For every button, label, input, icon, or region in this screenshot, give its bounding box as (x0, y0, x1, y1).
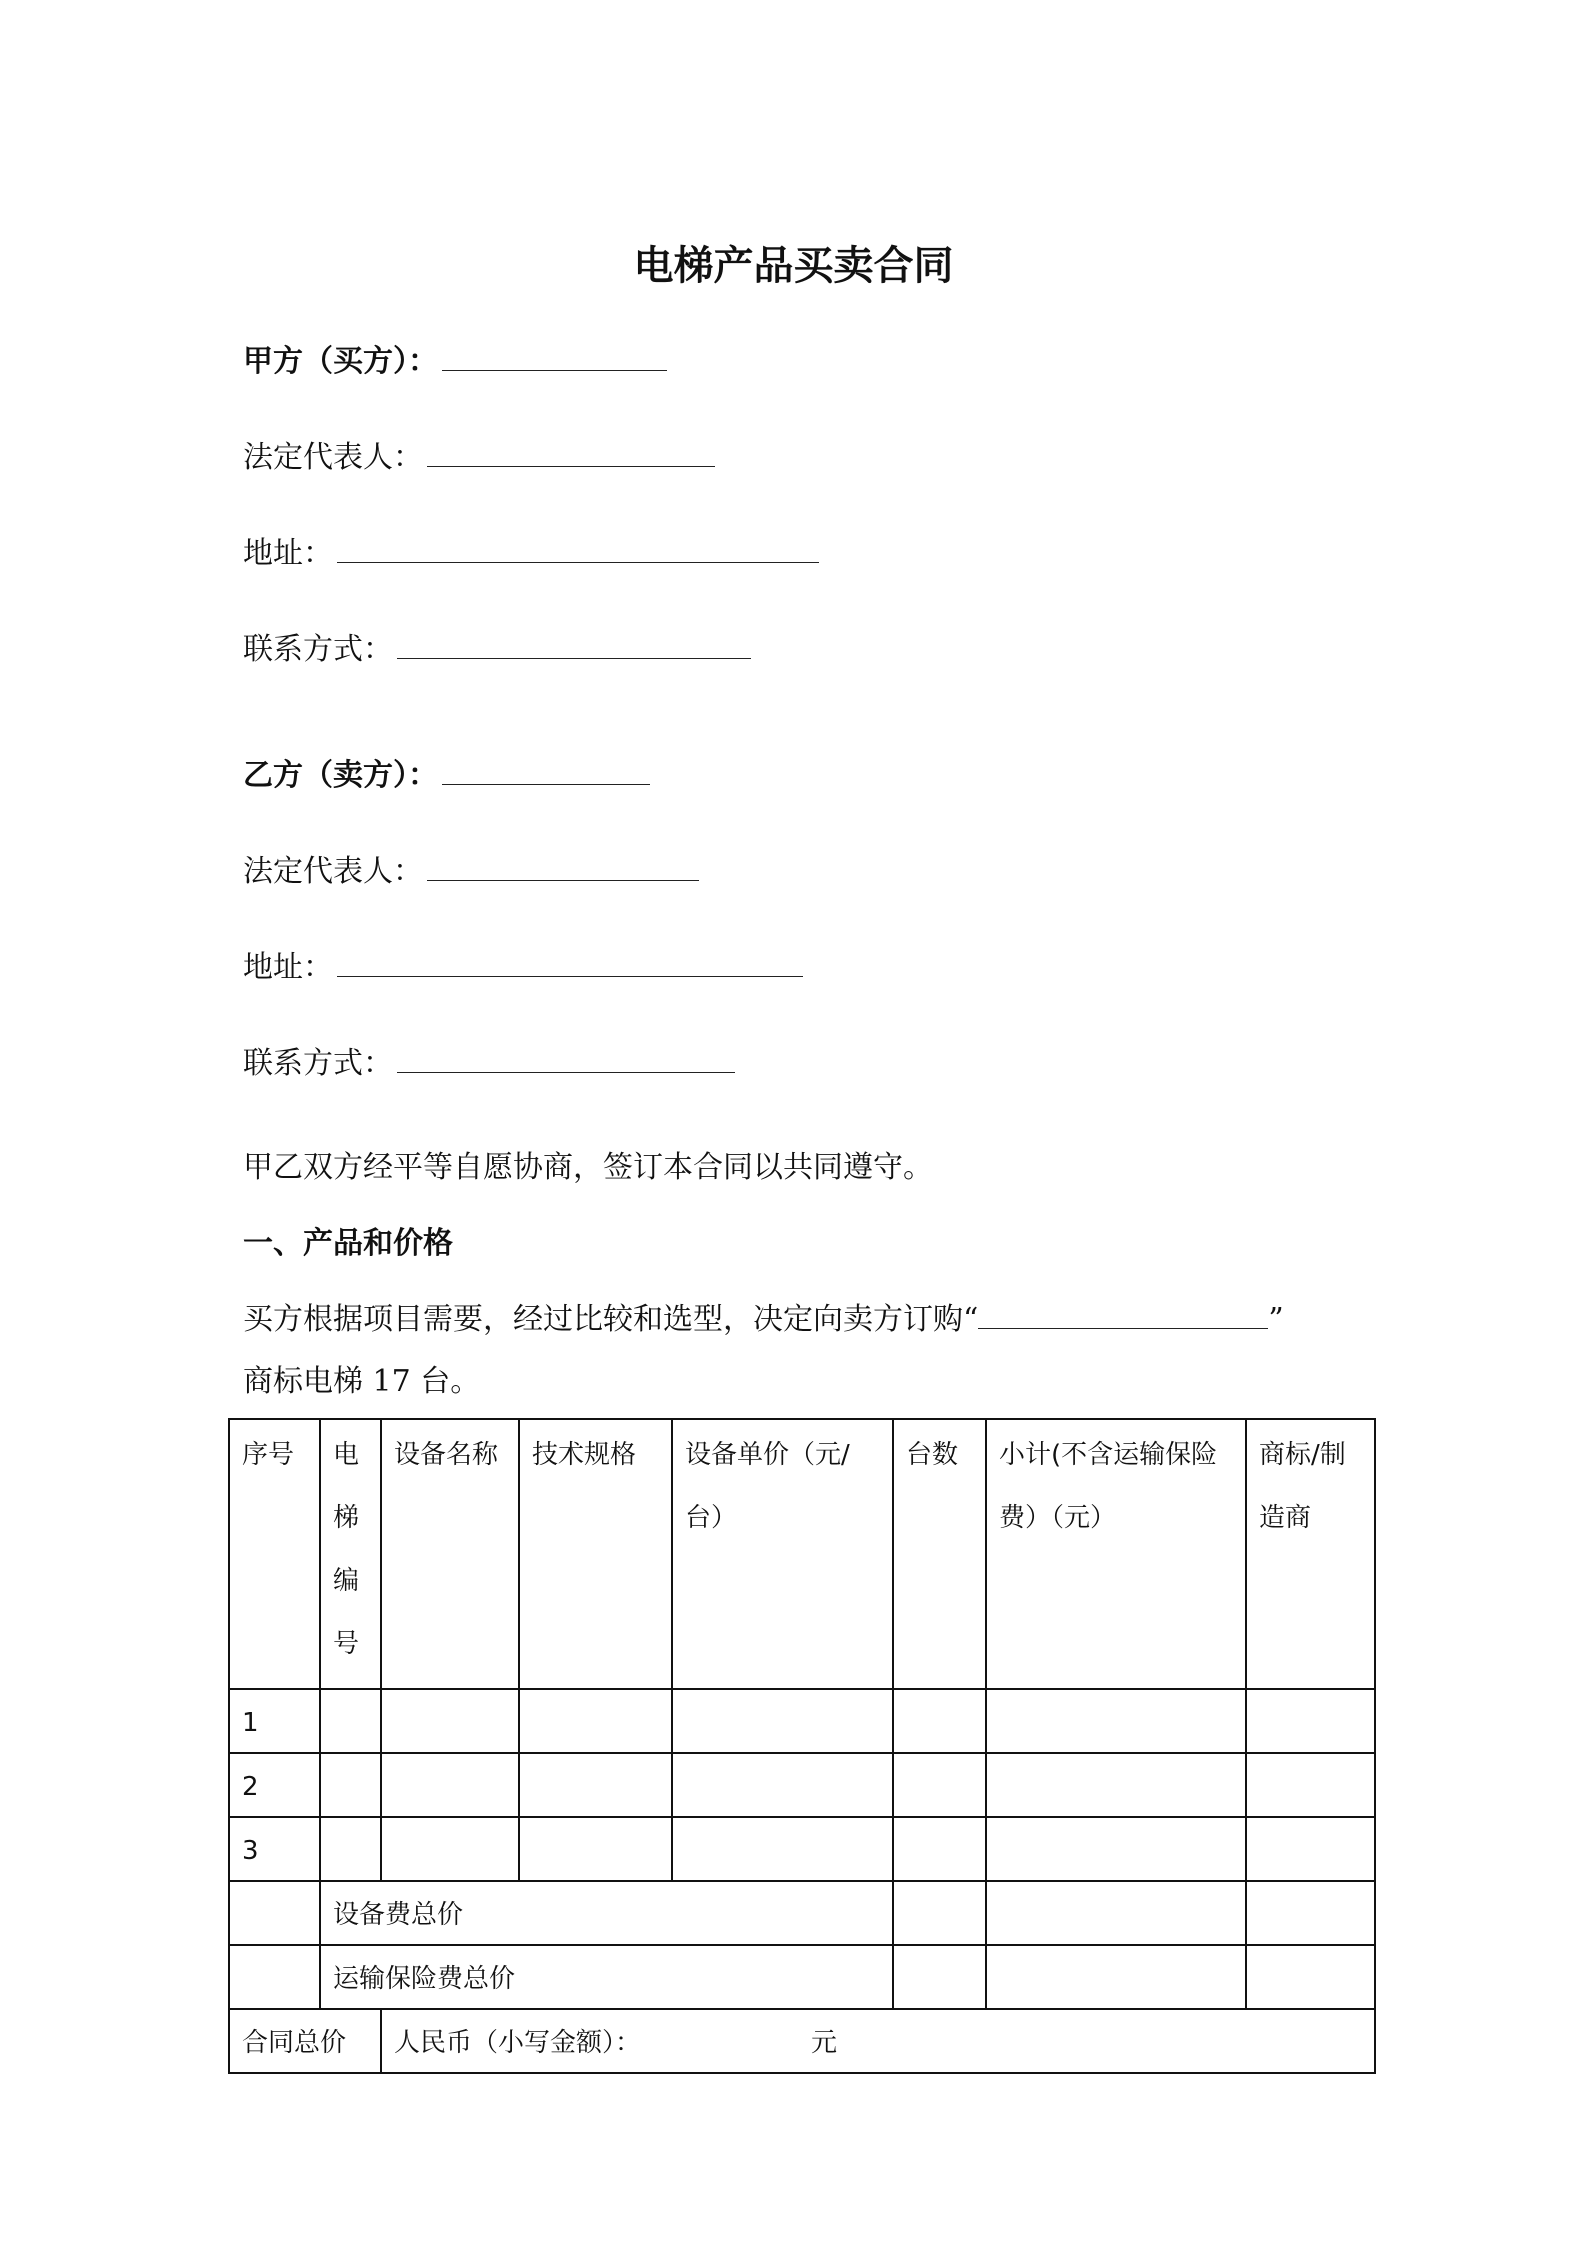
party-b-contact-line (243, 1042, 735, 1086)
table-header-row (229, 1419, 1375, 1689)
party-a-rep-label: 法定代表人： (243, 440, 423, 475)
header-cell: 电梯编号 (320, 1419, 381, 1689)
party-b-rep-line (243, 850, 699, 894)
currency-unit: 元 (811, 2028, 838, 2058)
table-cell[interactable] (893, 1881, 986, 1945)
party-b-line (243, 754, 650, 798)
header-cell: 台数 (893, 1419, 986, 1689)
table-cell[interactable] (1246, 1753, 1375, 1817)
price-table (228, 1418, 1376, 2074)
header-cell: 序号 (229, 1419, 320, 1689)
table-cell[interactable] (519, 1817, 672, 1881)
table-row (229, 1689, 1375, 1753)
table-cell (229, 1881, 320, 1945)
party-b-contact-blank[interactable] (397, 1042, 735, 1073)
contract-total-value[interactable] (381, 2009, 1375, 2073)
table-cell[interactable] (320, 1817, 381, 1881)
shipping-total-value[interactable] (986, 1945, 1246, 2009)
party-b-addr-line (243, 946, 803, 990)
party-a-addr-line (243, 532, 819, 576)
section-1-text-a: 买方根据项目需要，经过比较和选型，决定向卖方订购“ (243, 1302, 979, 1337)
party-b-heading: 乙方（卖方）： (243, 758, 438, 793)
table-cell[interactable] (893, 1945, 986, 2009)
row-number: 2 (229, 1753, 320, 1817)
shipping-total-label: 运输保险费总价 (320, 1945, 893, 2009)
table-cell[interactable] (672, 1753, 893, 1817)
table-cell[interactable] (381, 1817, 519, 1881)
table-cell[interactable] (986, 1817, 1246, 1881)
table-row (229, 1753, 1375, 1817)
party-b-rep-label: 法定代表人： (243, 854, 423, 889)
section-1-text-b: ” (1268, 1302, 1284, 1337)
table-row (229, 1817, 1375, 1881)
contract-total-row (229, 2009, 1375, 2073)
section-1-heading: 一、产品和价格 (243, 1226, 453, 1261)
table-cell[interactable] (1246, 1817, 1375, 1881)
rmb-label: 人民币（小写金额）： (394, 2028, 642, 2058)
table-cell[interactable] (986, 1753, 1246, 1817)
contract-title: 电梯产品买卖合同 (633, 243, 954, 289)
party-a-addr-blank[interactable] (337, 532, 819, 563)
party-a-line (243, 340, 667, 384)
party-a-rep-blank[interactable] (427, 436, 715, 467)
header-cell: 设备单价（元/台） (672, 1419, 893, 1689)
table-cell[interactable] (320, 1689, 381, 1753)
table-cell[interactable] (986, 1689, 1246, 1753)
party-a-contact-blank[interactable] (397, 628, 751, 659)
party-b-addr-label: 地址： (243, 950, 333, 985)
table-cell[interactable] (1246, 1689, 1375, 1753)
table-cell[interactable] (1246, 1945, 1375, 2009)
party-a-contact-label: 联系方式： (243, 632, 393, 667)
intro-paragraph: 甲乙双方经平等自愿协商，签订本合同以共同遵守。 (243, 1150, 933, 1185)
table-cell[interactable] (320, 1753, 381, 1817)
row-number: 1 (229, 1689, 320, 1753)
equipment-total-value[interactable] (986, 1881, 1246, 1945)
table-cell[interactable] (893, 1817, 986, 1881)
party-b-addr-blank[interactable] (337, 946, 803, 977)
party-a-rep-line (243, 436, 715, 480)
table-cell[interactable] (672, 1817, 893, 1881)
header-cell: 商标/制造商 (1246, 1419, 1375, 1689)
equipment-total-label: 设备费总价 (320, 1881, 893, 1945)
header-cell: 设备名称 (381, 1419, 519, 1689)
party-a-addr-label: 地址： (243, 536, 333, 571)
equipment-total-row (229, 1881, 1375, 1945)
section-1-paragraph-line2: 商标电梯 17 台。 (243, 1364, 481, 1399)
shipping-total-row (229, 1945, 1375, 2009)
party-b-rep-blank[interactable] (427, 850, 699, 881)
table-cell[interactable] (381, 1753, 519, 1817)
table-cell[interactable] (381, 1689, 519, 1753)
table-cell[interactable] (519, 1753, 672, 1817)
party-b-contact-label: 联系方式： (243, 1046, 393, 1081)
contract-total-label: 合同总价 (229, 2009, 381, 2073)
table-cell[interactable] (1246, 1881, 1375, 1945)
party-a-heading: 甲方（买方）： (243, 344, 438, 379)
party-a-name-blank[interactable] (442, 340, 667, 371)
table-cell[interactable] (672, 1689, 893, 1753)
table-cell[interactable] (519, 1689, 672, 1753)
table-cell (229, 1945, 320, 2009)
party-a-contact-line (243, 628, 751, 672)
brand-blank[interactable] (978, 1298, 1268, 1329)
header-cell: 小计(不含运输保险费）（元） (986, 1419, 1246, 1689)
table-cell[interactable] (893, 1753, 986, 1817)
header-cell: 技术规格 (519, 1419, 672, 1689)
party-b-name-blank[interactable] (442, 754, 650, 785)
section-1-paragraph-line1 (243, 1298, 1284, 1342)
table-cell[interactable] (893, 1689, 986, 1753)
row-number: 3 (229, 1817, 320, 1881)
